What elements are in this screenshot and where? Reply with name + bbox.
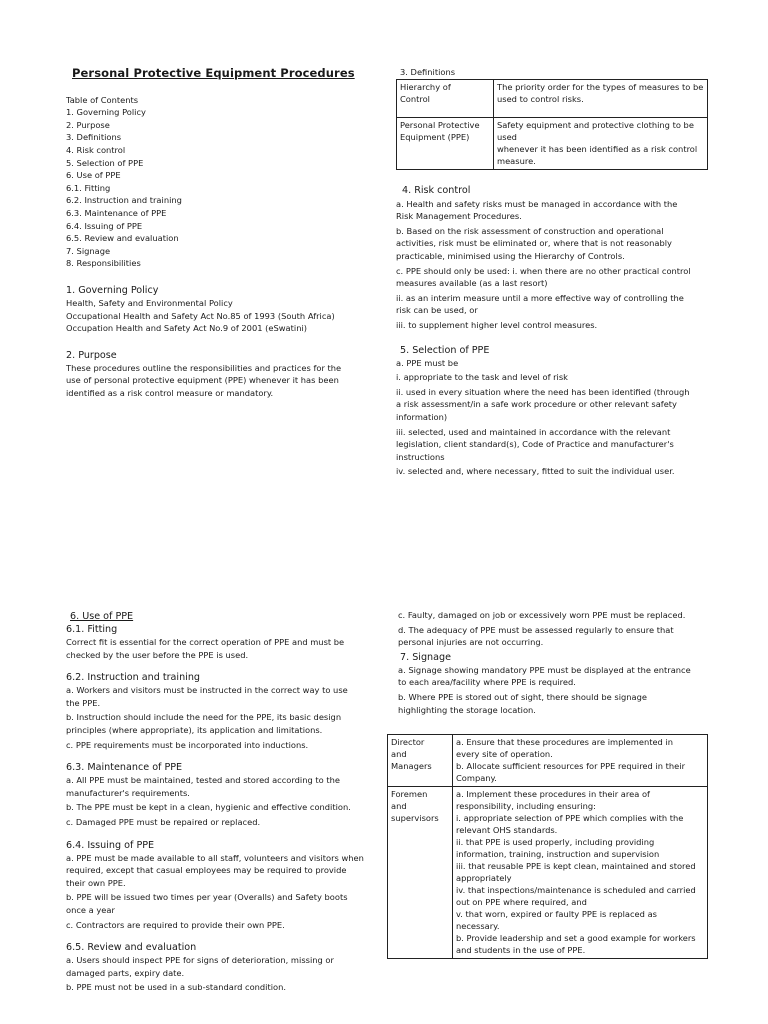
- toc-item: 6.1. Fitting: [66, 182, 111, 193]
- paragraph-line: manufacturer's requirements.: [66, 787, 190, 798]
- subsection-heading: 6.1. Fitting: [66, 624, 118, 635]
- paragraph-line: iii. selected, used and maintained in accordance with the relevant: [396, 426, 671, 437]
- review-continued: [398, 609, 710, 649]
- duty-line: b. Allocate sufficient resources for PPE required in their: [456, 761, 685, 771]
- paragraph: [66, 711, 376, 736]
- review-section: [66, 941, 376, 994]
- document-title: Personal Protective Equipment Procedures: [72, 66, 355, 80]
- paragraph-line: iii. to supplement higher level control measures.: [396, 319, 598, 330]
- paragraph: [396, 465, 708, 478]
- toc-item: 6.3. Maintenance of PPE: [66, 207, 167, 218]
- paragraph: [66, 852, 376, 890]
- paragraph-line: the PPE.: [66, 697, 101, 708]
- issuing-section: [66, 839, 376, 932]
- paragraph-line: b. Where PPE is stored out of sight, there should be signage: [398, 691, 647, 702]
- table-row: [397, 79, 708, 117]
- paragraph-line: use of personal protective equipment (PPE) whenever it has been: [66, 375, 339, 386]
- role-line: Director: [391, 737, 425, 747]
- subsection-heading: 6.3. Maintenance of PPE: [66, 762, 183, 774]
- toc-item: 3. Definitions: [66, 132, 122, 143]
- definition-line: used to control risks.: [497, 93, 584, 104]
- paragraph-line: a. All PPE must be maintained, tested and stored according to the: [66, 775, 340, 786]
- table-row: [397, 117, 708, 169]
- paragraph-line: identified as a risk control measure or mandatory.: [66, 387, 274, 398]
- paragraph: [66, 684, 376, 709]
- toc-item: 6.4. Issuing of PPE: [66, 220, 143, 231]
- top-left-column: [66, 67, 366, 399]
- paragraph-line: Risk Management Procedures.: [396, 211, 522, 222]
- paragraph: [66, 774, 376, 799]
- duty-line: ii. that PPE is used properly, including providing: [456, 837, 655, 847]
- paragraph: [396, 319, 708, 332]
- paragraph-line: legislation, client standard(s), Code of Practice and manufacturer's: [396, 439, 674, 450]
- duty-line: b. Provide leadership and set a good example for workers: [456, 933, 696, 943]
- paragraph: [398, 691, 710, 716]
- duties-cell: [453, 735, 708, 787]
- role-cell: [388, 735, 453, 787]
- bottom-right-column: [398, 609, 710, 718]
- duty-line: v. that worn, expired or faulty PPE is replaced as: [456, 909, 657, 919]
- role-line: Managers: [391, 761, 432, 771]
- paragraph-line: c. Damaged PPE must be repaired or replaced.: [66, 816, 261, 827]
- paragraph-line: checked by the user before the PPE is used.: [66, 649, 249, 660]
- paragraph-line: instructions: [396, 451, 445, 462]
- definitions-table: [396, 79, 708, 170]
- toc-item: 6.5. Review and evaluation: [66, 233, 179, 244]
- toc-item: 4. Risk control: [66, 144, 126, 155]
- risk-control-section: [396, 184, 708, 332]
- paragraph-line: once a year: [66, 904, 115, 915]
- toc-heading: Table of Contents: [66, 94, 139, 105]
- role-line: and: [391, 801, 407, 811]
- paragraph: [66, 891, 376, 916]
- paragraph-line: c. PPE should only be used: i. when there are no other practical control: [396, 265, 691, 276]
- paragraph-line: to each area/facility where PPE is required.: [398, 677, 576, 688]
- selection-section: [396, 344, 708, 478]
- paragraph: [396, 265, 708, 290]
- paragraph-line: principles (where appropriate), its application and limitations.: [66, 724, 323, 735]
- paragraph-line: practicable, minimised using the Hierarchy of Controls.: [396, 250, 625, 261]
- duty-line: appropriately: [456, 873, 512, 883]
- governing-policy-section: [66, 284, 366, 335]
- table-row: [388, 787, 708, 959]
- paragraph-line: b. The PPE must be kept in a clean, hygienic and effective condition.: [66, 802, 351, 813]
- paragraph-line: measures available (as a last resort): [396, 278, 548, 289]
- term-cell: [397, 117, 494, 169]
- role-line: supervisors: [391, 813, 439, 823]
- paragraph-line: a. PPE must be made available to all staff, volunteers and visitors when: [66, 852, 364, 863]
- paragraph-line: activities, risk must be eliminated or, where that is not reasonably: [396, 238, 672, 249]
- paragraph-line: a. PPE must be: [396, 357, 459, 368]
- responsibilities-table-wrap: [387, 734, 708, 959]
- paragraph-line: iv. selected and, where necessary, fitted to suit the individual user.: [396, 466, 675, 477]
- paragraph-line: b. PPE must not be used in a sub-standard condition.: [66, 982, 287, 993]
- paragraph: [396, 357, 708, 370]
- training-section: [66, 671, 376, 751]
- table-row: [388, 735, 708, 787]
- paragraph-line: information): [396, 411, 448, 422]
- toc-item: 8. Responsibilities: [66, 258, 141, 269]
- paragraph: [396, 386, 708, 424]
- table-of-contents: [66, 94, 366, 270]
- paragraph: [396, 292, 708, 317]
- duty-line: necessary.: [456, 921, 500, 931]
- responsibilities-table: [387, 734, 708, 959]
- paragraph-line: b. Instruction should include the need for the PPE, its basic design: [66, 712, 342, 723]
- subsection-heading: 6.5. Review and evaluation: [66, 942, 197, 954]
- duty-line: iii. that reusable PPE is kept clean, maintained and stored: [456, 861, 696, 871]
- paragraph-line: a. Health and safety risks must be managed in accordance with the: [396, 198, 678, 209]
- paragraph: [66, 739, 376, 752]
- term-line: Control: [400, 93, 430, 104]
- duty-line: iv. that inspections/maintenance is scheduled and carried: [456, 885, 696, 895]
- paragraph: [66, 981, 376, 994]
- toc-item: 2. Purpose: [66, 119, 110, 130]
- paragraph-line: highlighting the storage location.: [398, 704, 536, 715]
- maintenance-section: [66, 761, 376, 828]
- paragraph-line: required, except that casual employees may be required to provide: [66, 865, 347, 876]
- duty-line: Company.: [456, 773, 497, 783]
- paragraph-line: Correct fit is essential for the correct operation of PPE and must be: [66, 637, 345, 647]
- duties-cell: [453, 787, 708, 959]
- paragraph: [66, 816, 376, 829]
- toc-item: 5. Selection of PPE: [66, 157, 144, 168]
- term-line: Hierarchy of: [400, 81, 451, 92]
- term-cell: [397, 79, 494, 117]
- duty-line: and students in the use of PPE.: [456, 945, 586, 955]
- toc-item: 7. Signage: [66, 245, 111, 256]
- paragraph: [398, 664, 710, 689]
- toc-item: 1. Governing Policy: [66, 107, 146, 118]
- duty-line: information, training, instruction and supervision: [456, 849, 660, 859]
- paragraph-line: d. The adequacy of PPE must be assessed regularly to ensure that: [398, 624, 674, 635]
- top-right-column: [396, 66, 708, 480]
- paragraph-line: ii. used in every situation where the need has been identified (through: [396, 386, 690, 397]
- paragraph-line: ii. as an interim measure until a more effective way of controlling the: [396, 292, 684, 303]
- duty-line: out on PPE where required, and: [456, 897, 587, 907]
- paragraph: [66, 801, 376, 814]
- paragraph-line: c. Faulty, damaged on job or excessively worn PPE must be replaced.: [398, 610, 686, 620]
- toc-item: 6.2. Instruction and training: [66, 195, 182, 206]
- section-heading: 1. Governing Policy: [66, 284, 159, 296]
- paragraph-line: personal injuries are not occurring.: [398, 637, 544, 648]
- section-heading: 7. Signage: [400, 651, 451, 663]
- paragraph: [396, 371, 708, 384]
- paragraph-line: b. PPE will be issued two times per year (Overalls) and Safety boots: [66, 892, 348, 903]
- paragraph-line: b. Based on the risk assessment of construction and operational: [396, 225, 664, 236]
- section-heading: 5. Selection of PPE: [400, 344, 490, 356]
- definition-cell: [494, 117, 708, 169]
- section-heading: 4. Risk control: [402, 184, 471, 196]
- paragraph-line: c. PPE requirements must be incorporated into inductions.: [66, 739, 309, 750]
- duty-line: a. Ensure that these procedures are implemented in: [456, 737, 674, 747]
- paragraph: [66, 954, 376, 979]
- paragraph: [66, 919, 376, 932]
- term-line: Personal Protective: [400, 119, 480, 130]
- paragraph: [396, 225, 708, 263]
- definition-line: measure.: [497, 155, 536, 166]
- toc-item: 6. Use of PPE: [66, 170, 121, 181]
- definition-line: The priority order for the types of measures to be: [497, 81, 704, 92]
- duty-line: a. Implement these procedures in their area of: [456, 789, 650, 799]
- section-heading: 3. Definitions: [400, 67, 456, 77]
- duty-line: every site of operation.: [456, 749, 553, 759]
- fitting-section: [66, 623, 376, 661]
- definition-line: whenever it has been identified as a risk control: [497, 143, 698, 154]
- paragraph: [396, 198, 708, 223]
- paragraph-line: damaged parts, expiry date.: [66, 967, 185, 978]
- paragraph-line: These procedures outline the responsibilities and practices for the: [66, 362, 342, 373]
- paragraph-line: a risk assessment/in a safe work procedure or other relevant safety: [396, 399, 677, 410]
- paragraph-line: a. Signage showing mandatory PPE must be displayed at the entrance: [398, 664, 691, 675]
- section-heading: 2. Purpose: [66, 349, 117, 361]
- policy-line: Health, Safety and Environmental Policy: [66, 297, 233, 308]
- paragraph-line: i. appropriate to the task and level of risk: [396, 372, 568, 383]
- duty-line: relevant OHS standards.: [456, 825, 558, 835]
- paragraph-line: a. Workers and visitors must be instructed in the correct way to use: [66, 685, 348, 696]
- paragraph-line: a. Users should inspect PPE for signs of deterioration, missing or: [66, 955, 334, 966]
- role-line: Foremen: [391, 789, 428, 799]
- definition-line: Safety equipment and protective clothing to be used: [497, 119, 694, 142]
- term-line: Equipment (PPE): [400, 131, 470, 142]
- paragraph: [398, 609, 710, 622]
- paragraph-line: risk can be used, or: [396, 305, 478, 316]
- duty-line: responsibility, including ensuring:: [456, 801, 596, 811]
- role-cell: [388, 787, 453, 959]
- section-heading: 6. Use of PPE: [70, 611, 134, 622]
- subsection-heading: 6.2. Instruction and training: [66, 672, 201, 684]
- policy-line: Occupational Health and Safety Act No.85 of 1993 (South Africa): [66, 310, 335, 321]
- purpose-section: [66, 349, 366, 400]
- paragraph: [398, 624, 710, 649]
- role-line: and: [391, 749, 407, 759]
- paragraph-line: c. Contractors are required to provide their own PPE.: [66, 919, 285, 930]
- paragraph: [396, 426, 708, 464]
- policy-line: Occupation Health and Safety Act No.9 of 2001 (eSwatini): [66, 323, 307, 334]
- subsection-heading: 6.4. Issuing of PPE: [66, 839, 155, 851]
- duty-line: i. appropriate selection of PPE which complies with the: [456, 813, 684, 823]
- paragraph-line: their own PPE.: [66, 877, 126, 888]
- signage-section: [398, 651, 710, 716]
- bottom-left-column: [66, 610, 376, 996]
- definition-cell: [494, 79, 708, 117]
